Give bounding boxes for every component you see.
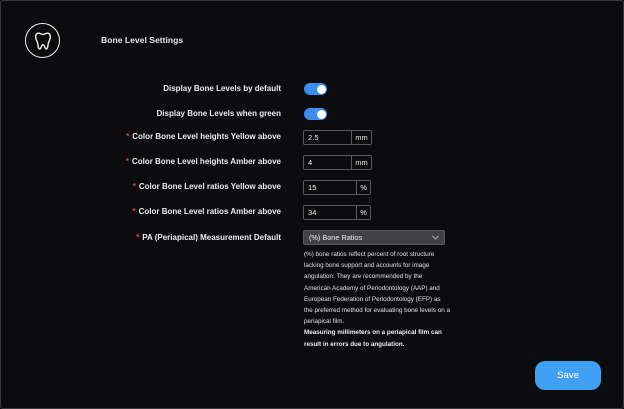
ratio-yellow-value[interactable]: 15 xyxy=(304,181,357,194)
setting-label-text: Color Bone Level heights Amber above xyxy=(131,157,281,166)
display-default-toggle[interactable] xyxy=(304,83,327,95)
pa-description xyxy=(304,249,450,350)
setting-height-amber xyxy=(1,155,624,171)
chevron-down-icon xyxy=(431,232,440,243)
setting-label xyxy=(132,207,281,216)
setting-height-yellow xyxy=(1,130,624,146)
pa-selected-value: (%) Bone Ratios xyxy=(309,233,363,242)
setting-ratio-yellow xyxy=(1,180,624,196)
toggle-knob xyxy=(317,110,326,119)
required-marker: * xyxy=(132,207,136,216)
height-amber-value[interactable]: 4 xyxy=(304,156,352,169)
app-logo xyxy=(25,23,60,58)
setting-label: Display Bone Levels by default xyxy=(163,84,281,93)
display-green-toggle[interactable] xyxy=(304,108,327,120)
setting-label-text: Color Bone Level ratios Yellow above xyxy=(138,182,281,191)
setting-label xyxy=(136,233,281,242)
unit-label: % xyxy=(360,183,367,192)
required-marker: * xyxy=(126,132,130,141)
save-button[interactable]: Save xyxy=(535,361,601,390)
unit-label: % xyxy=(360,208,367,217)
setting-label xyxy=(126,132,281,141)
toggle-knob xyxy=(317,85,326,94)
setting-label-text: PA (Periapical) Measurement Default xyxy=(142,233,281,242)
unit-label: mm xyxy=(355,133,368,142)
ratio-amber-field[interactable] xyxy=(303,205,371,220)
setting-ratio-amber xyxy=(1,205,624,221)
required-marker: * xyxy=(132,182,136,191)
setting-label-text: Color Bone Level ratios Amber above xyxy=(138,207,281,216)
setting-label xyxy=(133,182,281,191)
setting-display-green xyxy=(1,107,624,123)
unit-label: mm xyxy=(355,158,368,167)
pa-measurement-select[interactable] xyxy=(303,230,445,245)
required-marker: * xyxy=(125,157,129,166)
setting-label-text: Color Bone Level heights Yellow above xyxy=(132,132,281,141)
ratio-yellow-field[interactable] xyxy=(303,180,371,195)
page-title: Bone Level Settings xyxy=(101,35,184,45)
height-yellow-value[interactable]: 2.5 xyxy=(304,131,352,144)
height-amber-field[interactable] xyxy=(303,155,372,170)
setting-label xyxy=(126,157,281,166)
tooth-icon xyxy=(34,31,52,51)
height-yellow-field[interactable] xyxy=(303,130,372,145)
setting-display-default xyxy=(1,82,624,98)
pa-warning-text: Measuring millimeters on a periapical film can result in errors due to angulation. xyxy=(304,329,442,348)
setting-label: Display Bone Levels when green xyxy=(156,109,281,118)
pa-description-text: (%) bone ratios reflect percent of root structure lacking bone support and accounts for image angulation. They are recommended by the American Academy of Periodontology (AAP) and European Federation of Periodontology (EFP) as the preferred method for evaluating bone levels on a periapical film. xyxy=(304,251,450,326)
ratio-amber-value[interactable]: 34 xyxy=(304,206,357,219)
required-marker: * xyxy=(136,233,140,242)
